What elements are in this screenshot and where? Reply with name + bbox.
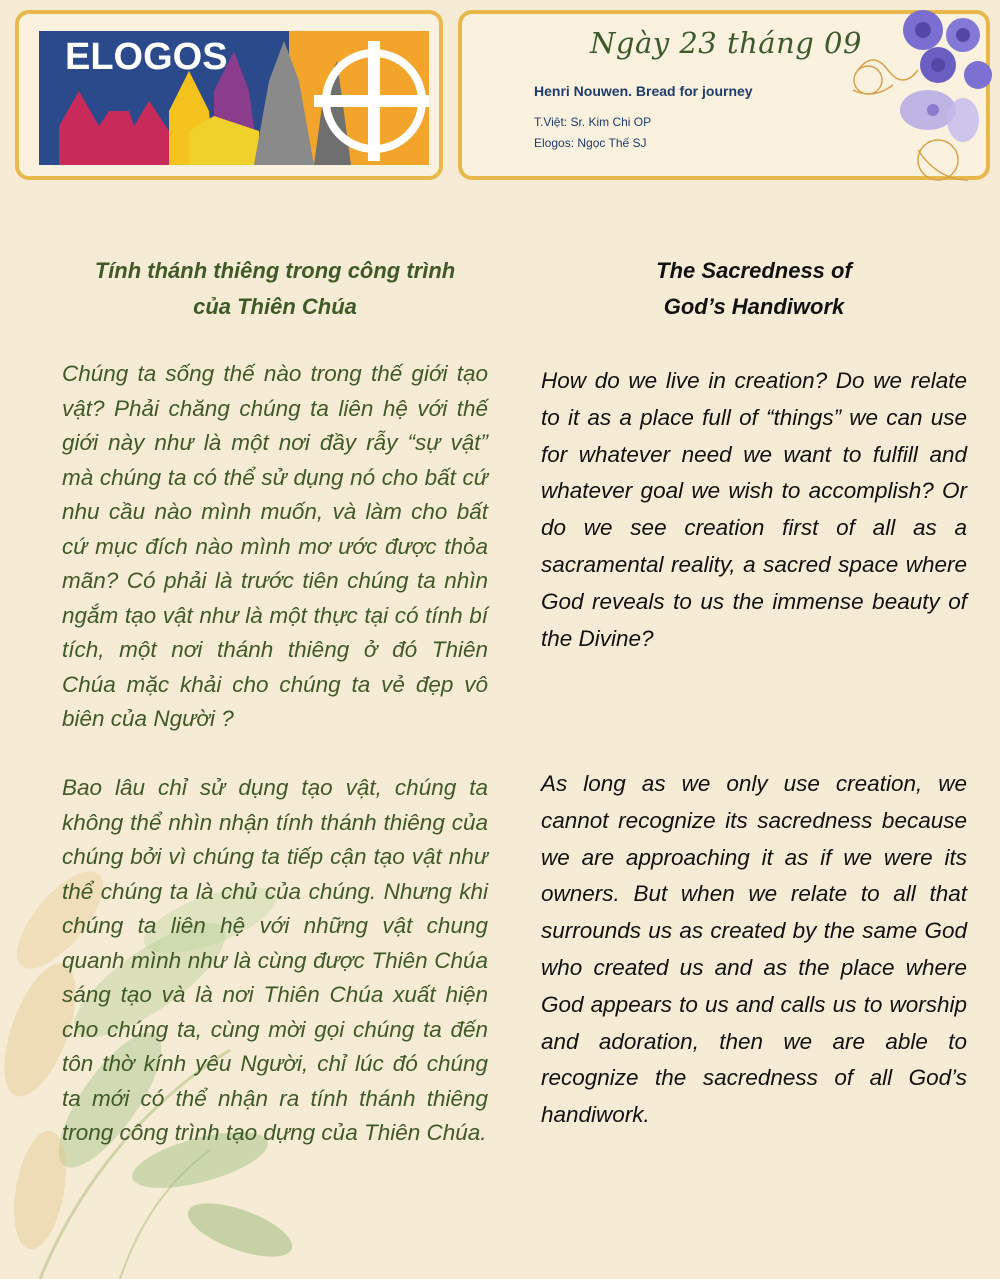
english-paragraph-1: How do we live in creation? Do we relate to it as a place full of “things” we can use for whatever need we want to fulfill and whatever goal we wish to accomplish? Or do we see creation first of all as a sacramental reality, a sacred space where God reveals to us the immense beauty of the Divine?	[541, 368, 967, 651]
logo-text: ELOGOS	[65, 36, 228, 78]
vietnamese-title-line-1: Tính thánh thiêng trong công trình	[94, 258, 456, 283]
english-title-line-2: God’s Handiwork	[663, 294, 845, 319]
date-heading: Ngày 23 tháng 09	[590, 26, 862, 60]
logo-frame	[15, 10, 443, 180]
elogos-logo	[39, 31, 429, 165]
translator-credit: T.Việt: Sr. Kim Chi OP	[534, 115, 652, 129]
vietnamese-paragraph-2: Bao lâu chỉ sử dụng tạo vật, chúng ta không thể nhìn nhận tính thánh thiêng của chúng bởi vì chúng ta tiếp cận tạo vật như thể chúng ta là chủ của chúng. Nhưng khi chúng ta liên hệ với những vật chung quanh mình như là cùng được Thiên Chúa sáng tạo và là nơi Thiên Chúa xuất hiện cho chúng ta, cùng mời gọi chúng ta đến tôn thờ kính yêu Người, chỉ lúc đó chúng ta mới có thể nhận ra tính thánh thiêng trong công trình tạo dựng của Thiên Chúa.	[62, 775, 488, 1145]
vietnamese-title	[62, 253, 488, 325]
english-title-line-1: The Sacredness of	[656, 258, 852, 283]
editor-credit: Elogos: Ngọc Thế SJ	[534, 136, 647, 150]
vietnamese-title-line-2: của Thiên Chúa	[193, 294, 357, 319]
flower-decoration	[838, 0, 1000, 200]
english-paragraph-2: As long as we only use creation, we cannot recognize its sacredness because we are approaching it as if we were its owners. But when we relate to all that surrounds us as created by the same God who created us and as the place where God appears to us and calls us to worship and adoration, then we are able to recognize the sacredness of all God’s handiwork.	[541, 771, 967, 1128]
english-title	[541, 253, 967, 325]
book-title: Henri Nouwen. Bread for journey	[534, 83, 753, 99]
vietnamese-paragraph-1: Chúng ta sống thế nào trong thế giới tạo vật? Phải chăng chúng ta liên hệ với thế giới này như là một nơi đầy rẫy “sự vật” mà chúng ta có thể sử dụng nó cho bất cứ nhu cầu nào mình muốn, và làm cho bất cứ mục đích nào mình mơ ước được thỏa mãn? Có phải là trước tiên chúng ta nhìn ngắm tạo vật như là một thực tại có tính bí tích, một nơi thánh thiêng ở đó Thiên Chúa mặc khải cho chúng ta vẻ đẹp vô biên của Người ?	[62, 361, 488, 731]
